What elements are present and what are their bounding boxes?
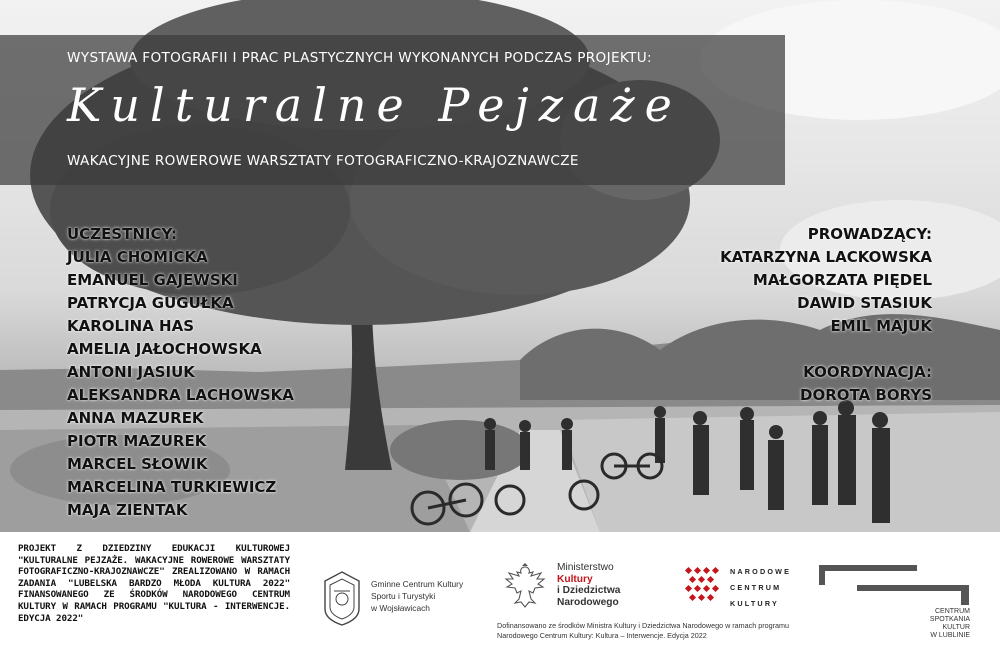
participants-heading: UCZESTNICY: — [67, 225, 178, 243]
participant-name: EMANUEL GAJEWSKI — [67, 271, 238, 289]
participant-name: JULIA CHOMICKA — [67, 248, 208, 266]
participant-name: ANTONI JASIUK — [67, 363, 195, 381]
leader-name: KATARZYNA LACKOWSKA — [720, 248, 932, 266]
coordination-heading: KOORDYNACJA: — [803, 363, 932, 381]
leader-name: MAŁGORZATA PIĘDEL — [752, 271, 932, 289]
ministry-line: Kultury — [557, 573, 593, 585]
gck-name — [371, 578, 463, 614]
nck-line: CENTRUM — [730, 583, 782, 592]
page-title: Kulturalne Pejzaże — [67, 78, 682, 132]
participant-name: MARCEL SŁOWIK — [67, 455, 208, 473]
polish-eagle-icon — [503, 563, 547, 611]
gck-logo-icon — [322, 569, 362, 627]
nck-line: KULTURY — [730, 599, 779, 608]
nck-logo-icon — [684, 565, 722, 603]
leaders-heading: PROWADZĄCY: — [807, 225, 932, 243]
ministry-name — [557, 562, 620, 608]
csk-logo-icon — [817, 563, 972, 609]
gck-line: w Wojsławicach — [371, 603, 430, 613]
participant-name: AMELIA JAŁOCHOWSKA — [67, 340, 262, 358]
csk-line: SPOTKANIA — [929, 616, 970, 623]
coordination-block — [800, 361, 932, 407]
ministry-line: i Dziedzictwa — [557, 585, 621, 596]
gck-line: Gminne Centrum Kultury — [371, 579, 464, 589]
participant-name: MARCELINA TURKIEWICZ — [67, 478, 277, 496]
project-description: PROJEKT Z DZIEDZINY EDUKACJI KULTUROWEJ "KULTURALNE PEJZAŻE. WAKACYJNE ROWEROWE WARSZTATY FOTOGRAFICZNO-KRAJOZNAWCZE" ZREALIZOWANO W RAMACH ZADANIA "LUBELSKA BARDZO MŁODA KULTURA 2022" FINANSOWANEGO ZE ŚRODKÓW NARODOWEGO CENTRUM KULTURY W RAMACH PROGRAMU "KULTURA - INTERWENCJE. EDYCJA 2022" — [18, 543, 290, 624]
csk-line: KULTUR — [942, 624, 970, 631]
participant-name: ALEKSANDRA LACHOWSKA — [67, 386, 294, 404]
participant-name: PATRYCJA GUGUŁKA — [67, 294, 234, 312]
workshop-subtitle: WAKACYJNE ROWEROWE WARSZTATY FOTOGRAFICZNO-KRAJOZNAWCZE — [67, 153, 579, 169]
csk-line: CENTRUM — [935, 608, 970, 615]
nck-line: NARODOWE — [730, 567, 792, 576]
leader-name: EMIL MAJUK — [830, 317, 932, 335]
leader-name: DAWID STASIUK — [797, 294, 932, 312]
csk-name — [930, 608, 970, 640]
exhibition-subtitle: WYSTAWA FOTOGRAFII I PRAC PLASTYCZNYCH WYKONANYCH PODCZAS PROJEKTU: — [67, 50, 652, 66]
coordinator-name: DOROTA BORYS — [800, 386, 932, 404]
leaders-list — [720, 223, 932, 338]
gck-line: Sportu i Turystyki — [371, 591, 436, 601]
participant-name: ANNA MAZUREK — [67, 409, 204, 427]
participant-name: MAJA ZIENTAK — [67, 501, 188, 519]
participant-name: KAROLINA HAS — [67, 317, 195, 335]
ministry-line: Narodowego — [557, 596, 619, 608]
participants-list — [67, 223, 294, 522]
csk-line: W LUBLINIE — [930, 632, 970, 639]
ministry-line: Ministerstwo — [557, 562, 614, 573]
nck-name — [730, 564, 791, 612]
funding-note: Dofinansowano ze środków Ministra Kultury i Dziedzictwa Narodowego w ramach programu Narodowego Centrum Kultury: Kultura – Interwencje. Edycja 2022 — [497, 621, 790, 640]
participant-name: PIOTR MAZUREK — [67, 432, 207, 450]
